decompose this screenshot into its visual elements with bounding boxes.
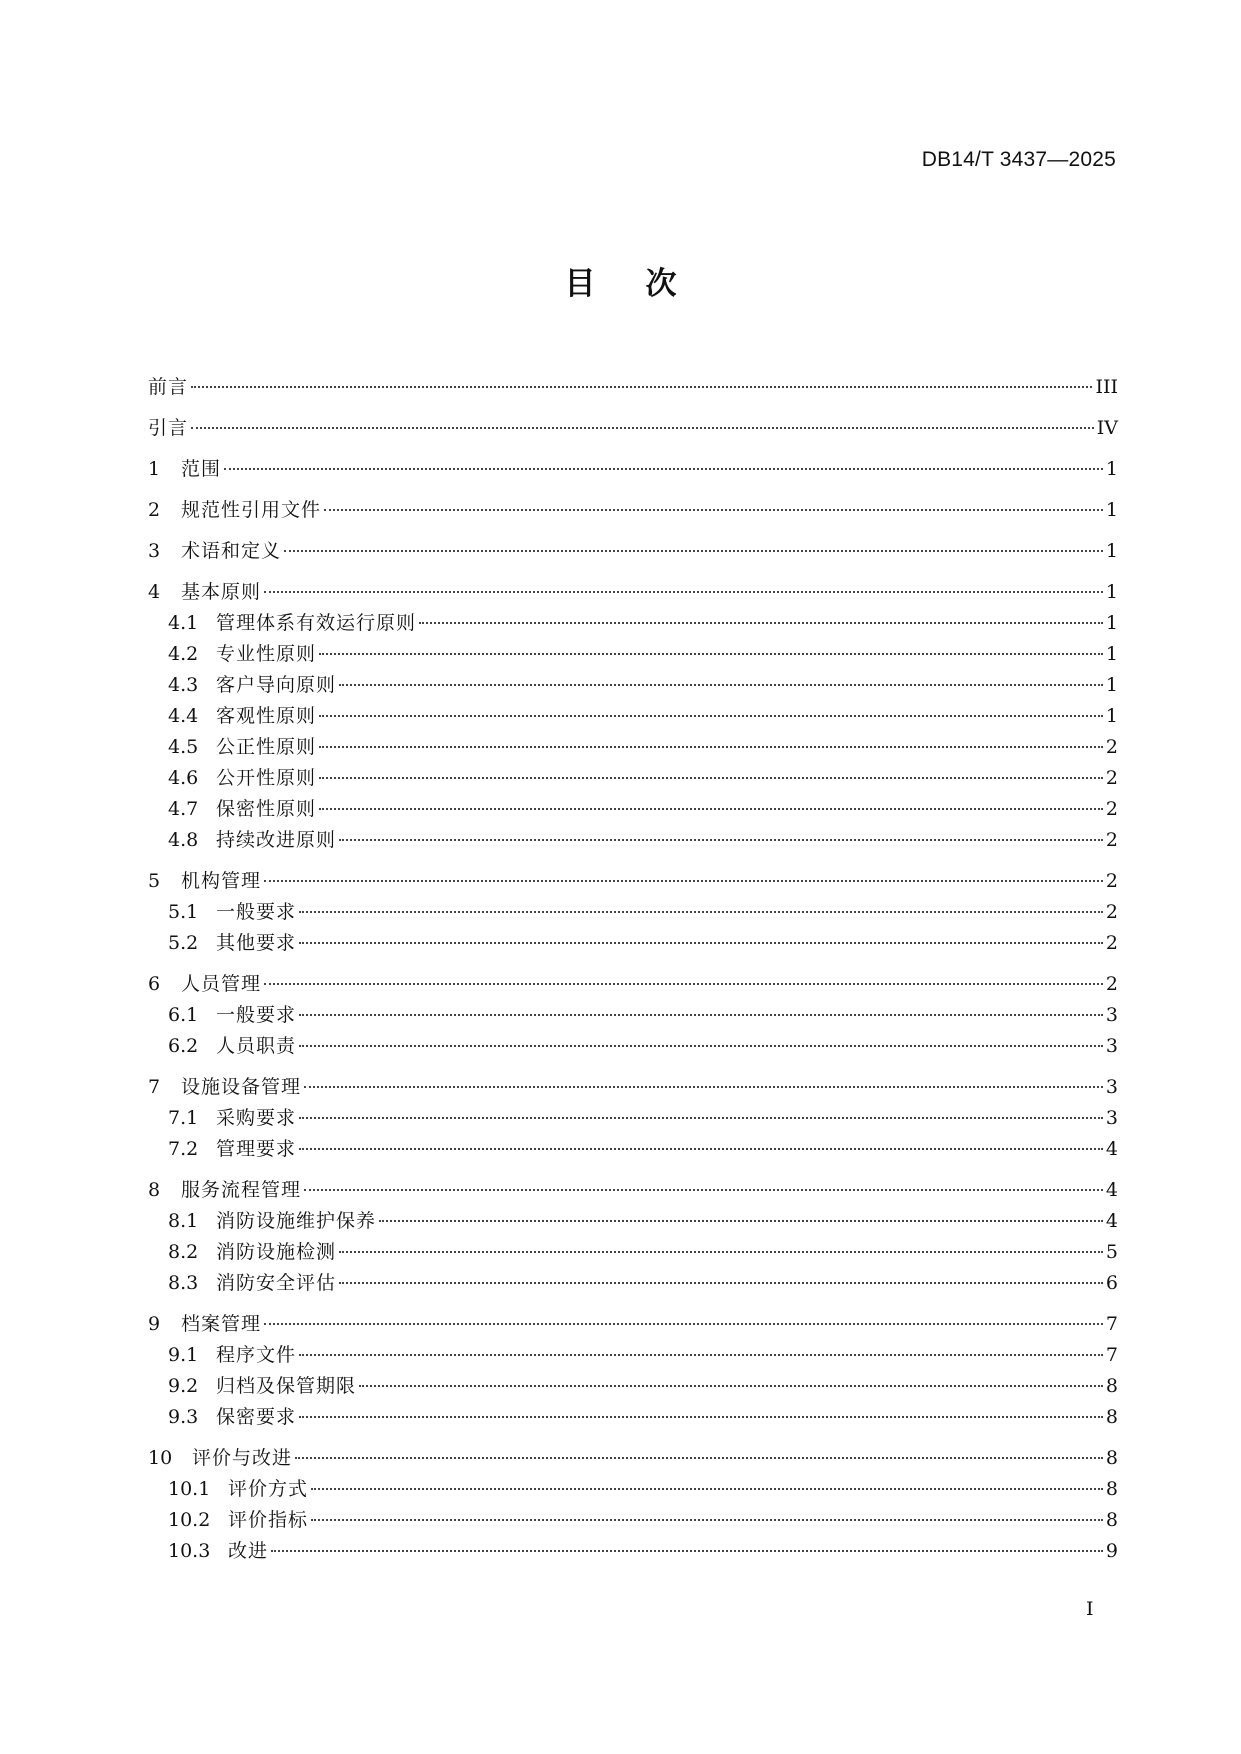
toc-entry[interactable] — [148, 1371, 1118, 1402]
toc-entry-page: 4 — [1105, 1179, 1118, 1201]
dot-leader — [295, 1457, 1103, 1459]
dot-leader — [359, 1385, 1103, 1387]
dot-leader — [264, 591, 1103, 593]
toc-entry-page: 4 — [1105, 1138, 1118, 1160]
toc-entry-number: 4.6 — [168, 767, 199, 789]
toc-entry-page: 8 — [1105, 1509, 1118, 1531]
toc-entry-page: 8 — [1105, 1447, 1118, 1469]
toc-entry-label: 管理要求 — [216, 1138, 297, 1160]
toc-entry[interactable] — [148, 495, 1118, 526]
dot-leader — [299, 942, 1103, 944]
dot-leader — [419, 622, 1103, 624]
toc-entry-number: 4.2 — [168, 643, 199, 665]
toc-entry-label: 机构管理 — [181, 870, 262, 892]
toc-entry-page: 3 — [1105, 1004, 1118, 1026]
toc-entry[interactable] — [148, 825, 1118, 856]
toc-entry-number: 4.5 — [168, 736, 199, 758]
toc-entry[interactable] — [148, 1340, 1118, 1371]
dot-leader — [264, 1323, 1103, 1325]
toc-entry[interactable] — [148, 1309, 1118, 1340]
toc-entry-number: 1 — [148, 458, 161, 480]
toc-entry[interactable] — [148, 1134, 1118, 1165]
toc-entry-page: 2 — [1105, 798, 1118, 820]
toc-entry[interactable] — [148, 413, 1118, 444]
toc-entry-page: 1 — [1105, 674, 1118, 696]
toc-entry[interactable] — [148, 639, 1118, 670]
toc-entry-number: 4 — [148, 581, 161, 603]
toc-entry-page: 8 — [1105, 1375, 1118, 1397]
toc-entry-page: 4 — [1105, 1210, 1118, 1232]
toc-entry-page: IV — [1096, 417, 1118, 439]
toc-entry[interactable] — [148, 1175, 1118, 1206]
toc-entry[interactable] — [148, 1536, 1118, 1567]
toc-entry-label: 持续改进原则 — [216, 829, 337, 851]
toc-entry-number: 6.2 — [168, 1035, 199, 1057]
standard-code: DB14/T 3437—2025 — [921, 148, 1116, 171]
dot-leader — [339, 839, 1103, 841]
toc-entry-number: 8 — [148, 1179, 161, 1201]
toc-entry-number: 6 — [148, 973, 161, 995]
toc-entry[interactable] — [148, 1402, 1118, 1433]
dot-leader — [224, 468, 1103, 470]
dot-leader — [191, 427, 1094, 429]
dot-leader — [304, 1189, 1103, 1191]
dot-leader — [339, 1282, 1103, 1284]
toc-entry-label: 改进 — [228, 1540, 269, 1562]
toc-entry[interactable] — [148, 1268, 1118, 1299]
toc-entry-label: 一般要求 — [216, 1004, 297, 1026]
page-title: 目次 — [564, 266, 727, 302]
toc-entry-label: 采购要求 — [216, 1107, 297, 1129]
toc-entry-page: 2 — [1105, 870, 1118, 892]
toc-entry-page: 1 — [1105, 499, 1118, 521]
toc-entry-page: 1 — [1105, 458, 1118, 480]
dot-leader — [304, 1086, 1103, 1088]
toc-entry-page: 7 — [1105, 1344, 1118, 1366]
toc-entry-page: 2 — [1105, 736, 1118, 758]
toc-entry-number: 5 — [148, 870, 161, 892]
toc-entry-label: 基本原则 — [181, 581, 262, 603]
dot-leader — [299, 1014, 1103, 1016]
toc-entry-number: 10.3 — [168, 1540, 211, 1562]
toc-entry-page: 1 — [1105, 581, 1118, 603]
toc-entry-number: 9.1 — [168, 1344, 199, 1366]
toc-entry-page: 1 — [1105, 643, 1118, 665]
dot-leader — [379, 1220, 1103, 1222]
toc-entry-label: 一般要求 — [216, 901, 297, 923]
dot-leader — [319, 808, 1103, 810]
toc-entry-number: 4.7 — [168, 798, 199, 820]
toc-entry-number: 4.4 — [168, 705, 199, 727]
toc-entry-page: 9 — [1105, 1540, 1118, 1562]
toc-entry-page: 1 — [1105, 705, 1118, 727]
toc-entry-label: 保密性原则 — [216, 798, 317, 820]
dot-leader — [299, 1354, 1103, 1356]
toc-entry-label: 专业性原则 — [216, 643, 317, 665]
toc-entry-number: 5.1 — [168, 901, 199, 923]
dot-leader — [299, 1148, 1103, 1150]
toc-entry-number: 4.8 — [168, 829, 199, 851]
toc-entry[interactable] — [148, 1443, 1118, 1474]
toc-entry-label: 人员管理 — [181, 973, 262, 995]
toc-entry-label: 档案管理 — [181, 1313, 262, 1335]
dot-leader — [319, 653, 1103, 655]
toc-entry-label: 消防设施维护保养 — [216, 1210, 377, 1232]
toc-entry-page: 2 — [1105, 829, 1118, 851]
toc-entry-number: 10 — [148, 1447, 173, 1469]
toc-entry-label: 客观性原则 — [216, 705, 317, 727]
dot-leader — [324, 509, 1103, 511]
dot-leader — [264, 983, 1103, 985]
dot-leader — [319, 746, 1103, 748]
toc-entry-label: 评价与改进 — [192, 1447, 293, 1469]
toc-entry-label: 其他要求 — [216, 932, 297, 954]
toc-entry-page: 2 — [1105, 932, 1118, 954]
toc-entry-label: 前言 — [148, 376, 189, 398]
toc-entry-label: 规范性引用文件 — [181, 499, 322, 521]
dot-leader — [319, 715, 1103, 717]
toc-entry-page: 3 — [1105, 1035, 1118, 1057]
dot-leader — [311, 1519, 1103, 1521]
toc-entry-number: 8.1 — [168, 1210, 199, 1232]
toc-entry-label: 人员职责 — [216, 1035, 297, 1057]
toc-entry-page: III — [1095, 376, 1118, 398]
toc-entry[interactable] — [148, 1031, 1118, 1062]
toc-entry-page: 1 — [1105, 612, 1118, 634]
toc-entry-number: 8.2 — [168, 1241, 199, 1263]
page-number: I — [1086, 1598, 1094, 1620]
toc-entry-label: 设施设备管理 — [181, 1076, 302, 1098]
toc-entry[interactable] — [148, 897, 1118, 928]
toc-entry-number: 8.3 — [168, 1272, 199, 1294]
toc-entry-number: 7.2 — [168, 1138, 199, 1160]
dot-leader — [271, 1550, 1103, 1552]
toc-entry-page: 8 — [1105, 1478, 1118, 1500]
dot-leader — [264, 880, 1103, 882]
toc-entry-number: 7.1 — [168, 1107, 199, 1129]
toc-entry-page: 6 — [1105, 1272, 1118, 1294]
toc-entry-number: 9.2 — [168, 1375, 199, 1397]
toc-entry-label: 消防设施检测 — [216, 1241, 337, 1263]
toc-entry-page: 2 — [1105, 901, 1118, 923]
toc-entry[interactable] — [148, 732, 1118, 763]
toc-entry[interactable] — [148, 794, 1118, 825]
toc-entry[interactable] — [148, 670, 1118, 701]
toc-entry[interactable] — [148, 763, 1118, 794]
dot-leader — [319, 777, 1103, 779]
dot-leader — [299, 1416, 1103, 1418]
toc-entry-page: 8 — [1105, 1406, 1118, 1428]
toc-entry-page: 3 — [1105, 1107, 1118, 1129]
toc-entry-number: 4.3 — [168, 674, 199, 696]
toc-entry-page: 2 — [1105, 973, 1118, 995]
toc-entry-number: 6.1 — [168, 1004, 199, 1026]
toc-entry[interactable] — [148, 701, 1118, 732]
toc-entry-number: 4.1 — [168, 612, 199, 634]
toc-entry[interactable] — [148, 1505, 1118, 1536]
toc-entry-page: 2 — [1105, 767, 1118, 789]
toc-entry[interactable] — [148, 866, 1118, 897]
dot-leader — [191, 386, 1092, 388]
toc-entry[interactable] — [148, 1000, 1118, 1031]
toc-entry-number: 9.3 — [168, 1406, 199, 1428]
toc-entry-label: 术语和定义 — [181, 540, 282, 562]
toc-entry-number: 7 — [148, 1076, 161, 1098]
toc-entry[interactable] — [148, 1072, 1118, 1103]
toc-entry-label: 服务流程管理 — [181, 1179, 302, 1201]
toc-entry[interactable] — [148, 969, 1118, 1000]
toc-entry-label: 管理体系有效运行原则 — [216, 612, 417, 634]
toc-entry[interactable] — [148, 372, 1118, 403]
toc-entry-number: 5.2 — [168, 932, 199, 954]
toc-entry-page: 1 — [1105, 540, 1118, 562]
toc-entry-label: 公开性原则 — [216, 767, 317, 789]
dot-leader — [339, 1251, 1103, 1253]
toc-entry-number: 9 — [148, 1313, 161, 1335]
toc-entry-label: 归档及保管期限 — [216, 1375, 357, 1397]
toc-entry-label: 客户导向原则 — [216, 674, 337, 696]
toc-entry-number: 10.2 — [168, 1509, 211, 1531]
toc-entry[interactable] — [148, 1237, 1118, 1268]
dot-leader — [299, 911, 1103, 913]
table-of-contents — [148, 372, 1118, 1567]
dot-leader — [311, 1488, 1103, 1490]
dot-leader — [299, 1117, 1103, 1119]
toc-entry[interactable] — [148, 577, 1118, 608]
dot-leader — [299, 1045, 1103, 1047]
toc-entry-number: 10.1 — [168, 1478, 211, 1500]
toc-entry-label: 引言 — [148, 417, 189, 439]
toc-entry-label: 评价方式 — [228, 1478, 309, 1500]
toc-entry[interactable] — [148, 928, 1118, 959]
dot-leader — [339, 684, 1103, 686]
toc-entry-label: 范围 — [181, 458, 222, 480]
toc-entry-label: 评价指标 — [228, 1509, 309, 1531]
toc-entry-page: 5 — [1105, 1241, 1118, 1263]
dot-leader — [284, 550, 1103, 552]
toc-entry-page: 3 — [1105, 1076, 1118, 1098]
toc-entry[interactable] — [148, 1103, 1118, 1134]
toc-entry-label: 公正性原则 — [216, 736, 317, 758]
toc-entry[interactable] — [148, 1474, 1118, 1505]
toc-entry-number: 2 — [148, 499, 161, 521]
toc-entry[interactable] — [148, 608, 1118, 639]
toc-entry-page: 7 — [1105, 1313, 1118, 1335]
toc-entry[interactable] — [148, 1206, 1118, 1237]
toc-entry-label: 保密要求 — [216, 1406, 297, 1428]
toc-entry[interactable] — [148, 454, 1118, 485]
toc-entry-label: 消防安全评估 — [216, 1272, 337, 1294]
toc-entry-label: 程序文件 — [216, 1344, 297, 1366]
toc-entry[interactable] — [148, 536, 1118, 567]
toc-entry-number: 3 — [148, 540, 161, 562]
